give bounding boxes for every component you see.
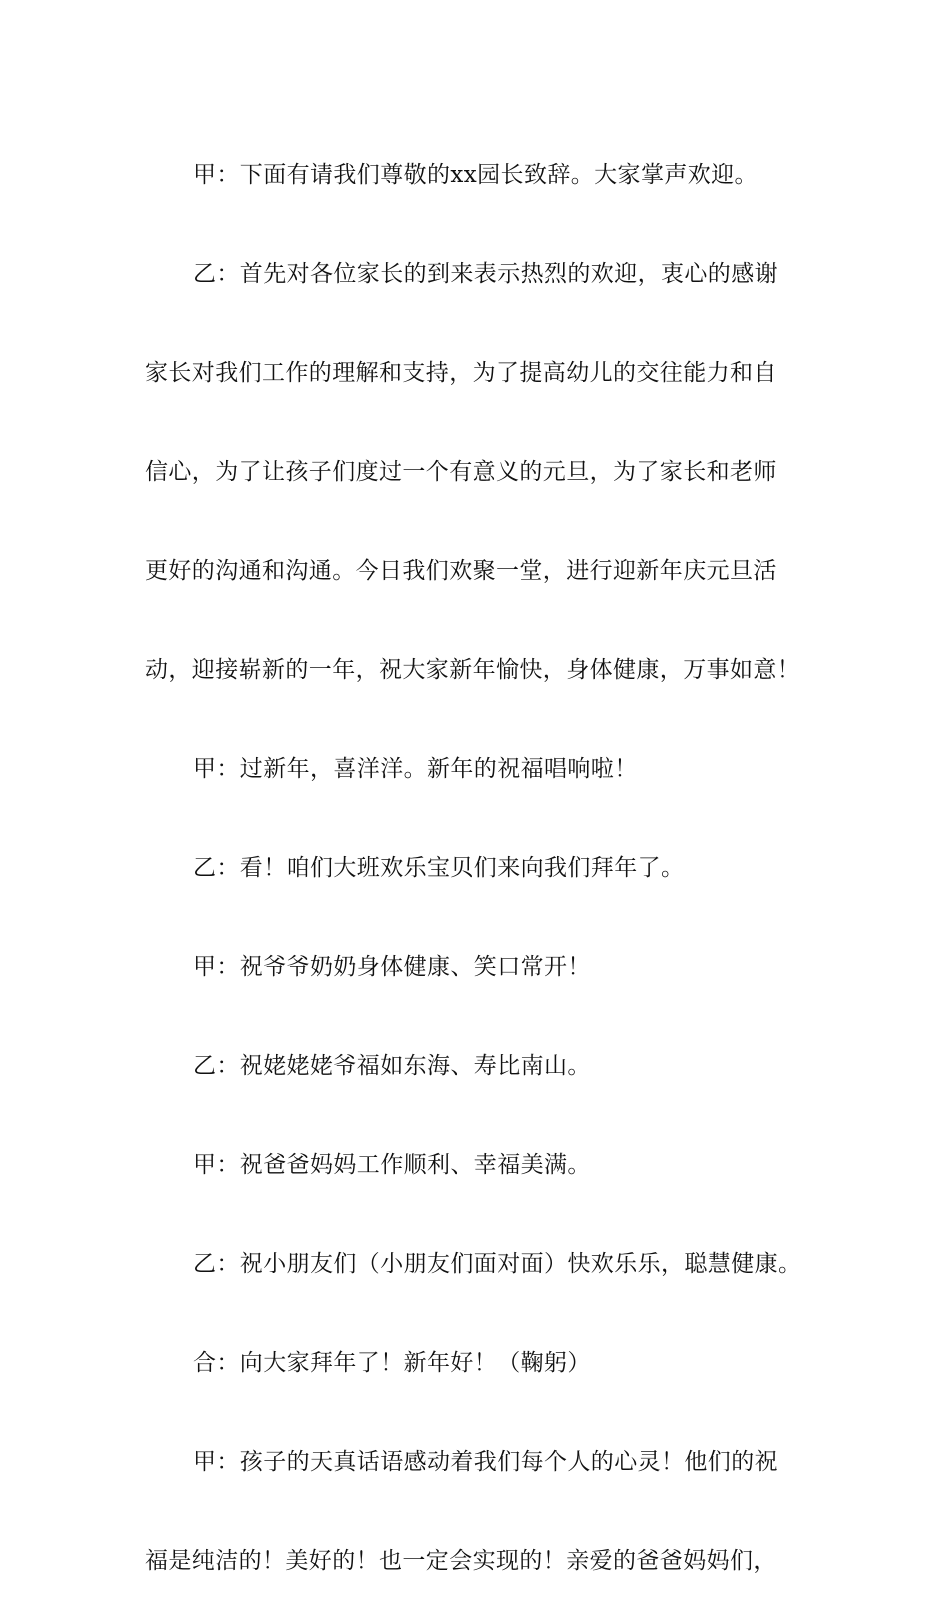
paragraph-line: 福是纯洁的！美好的！也一定会实现的！亲爱的爸爸妈妈们， (145, 1548, 777, 1574)
document-body (145, 114, 805, 1622)
paragraph-line: 乙：看！咱们大班欢乐宝贝们来向我们拜年了。 (193, 855, 685, 881)
paragraph-line: 乙：祝姥姥姥爷福如东海、寿比南山。 (193, 1053, 591, 1079)
paragraph-line: 甲：孩子的天真话语感动着我们每个人的心灵！他们的祝 (193, 1449, 778, 1475)
paragraph-line: 家长对我们工作的理解和支持，为了提高幼儿的交往能力和自 (145, 360, 777, 386)
paragraph-line: 合：向大家拜年了！新年好！（鞠躬） (193, 1350, 591, 1376)
paragraph-line: 更好的沟通和沟通。今日我们欢聚一堂，进行迎新年庆元旦活 (145, 558, 777, 584)
paragraph-line: 甲：下面有请我们尊敬的xx园长致辞。大家掌声欢迎。 (193, 162, 758, 188)
paragraph-line: 乙：祝小朋友们（小朋友们面对面）快欢乐乐，聪慧健康。 (193, 1251, 802, 1277)
paragraph-line: 乙：首先对各位家长的到来表示热烈的欢迎，衷心的感谢 (193, 261, 778, 287)
paragraph-line: 甲：过新年，喜洋洋。新年的祝福唱响啦！ (193, 756, 638, 782)
paragraph-line: 动，迎接崭新的一年，祝大家新年愉快，身体健康，万事如意！ (145, 657, 801, 683)
paragraph-line: 信心，为了让孩子们度过一个有意义的元旦，为了家长和老师 (145, 459, 777, 485)
paragraph-line: 甲：祝爸爸妈妈工作顺利、幸福美满。 (193, 1152, 591, 1178)
paragraph-line: 甲：祝爷爷奶奶身体健康、笑口常开！ (193, 954, 591, 980)
